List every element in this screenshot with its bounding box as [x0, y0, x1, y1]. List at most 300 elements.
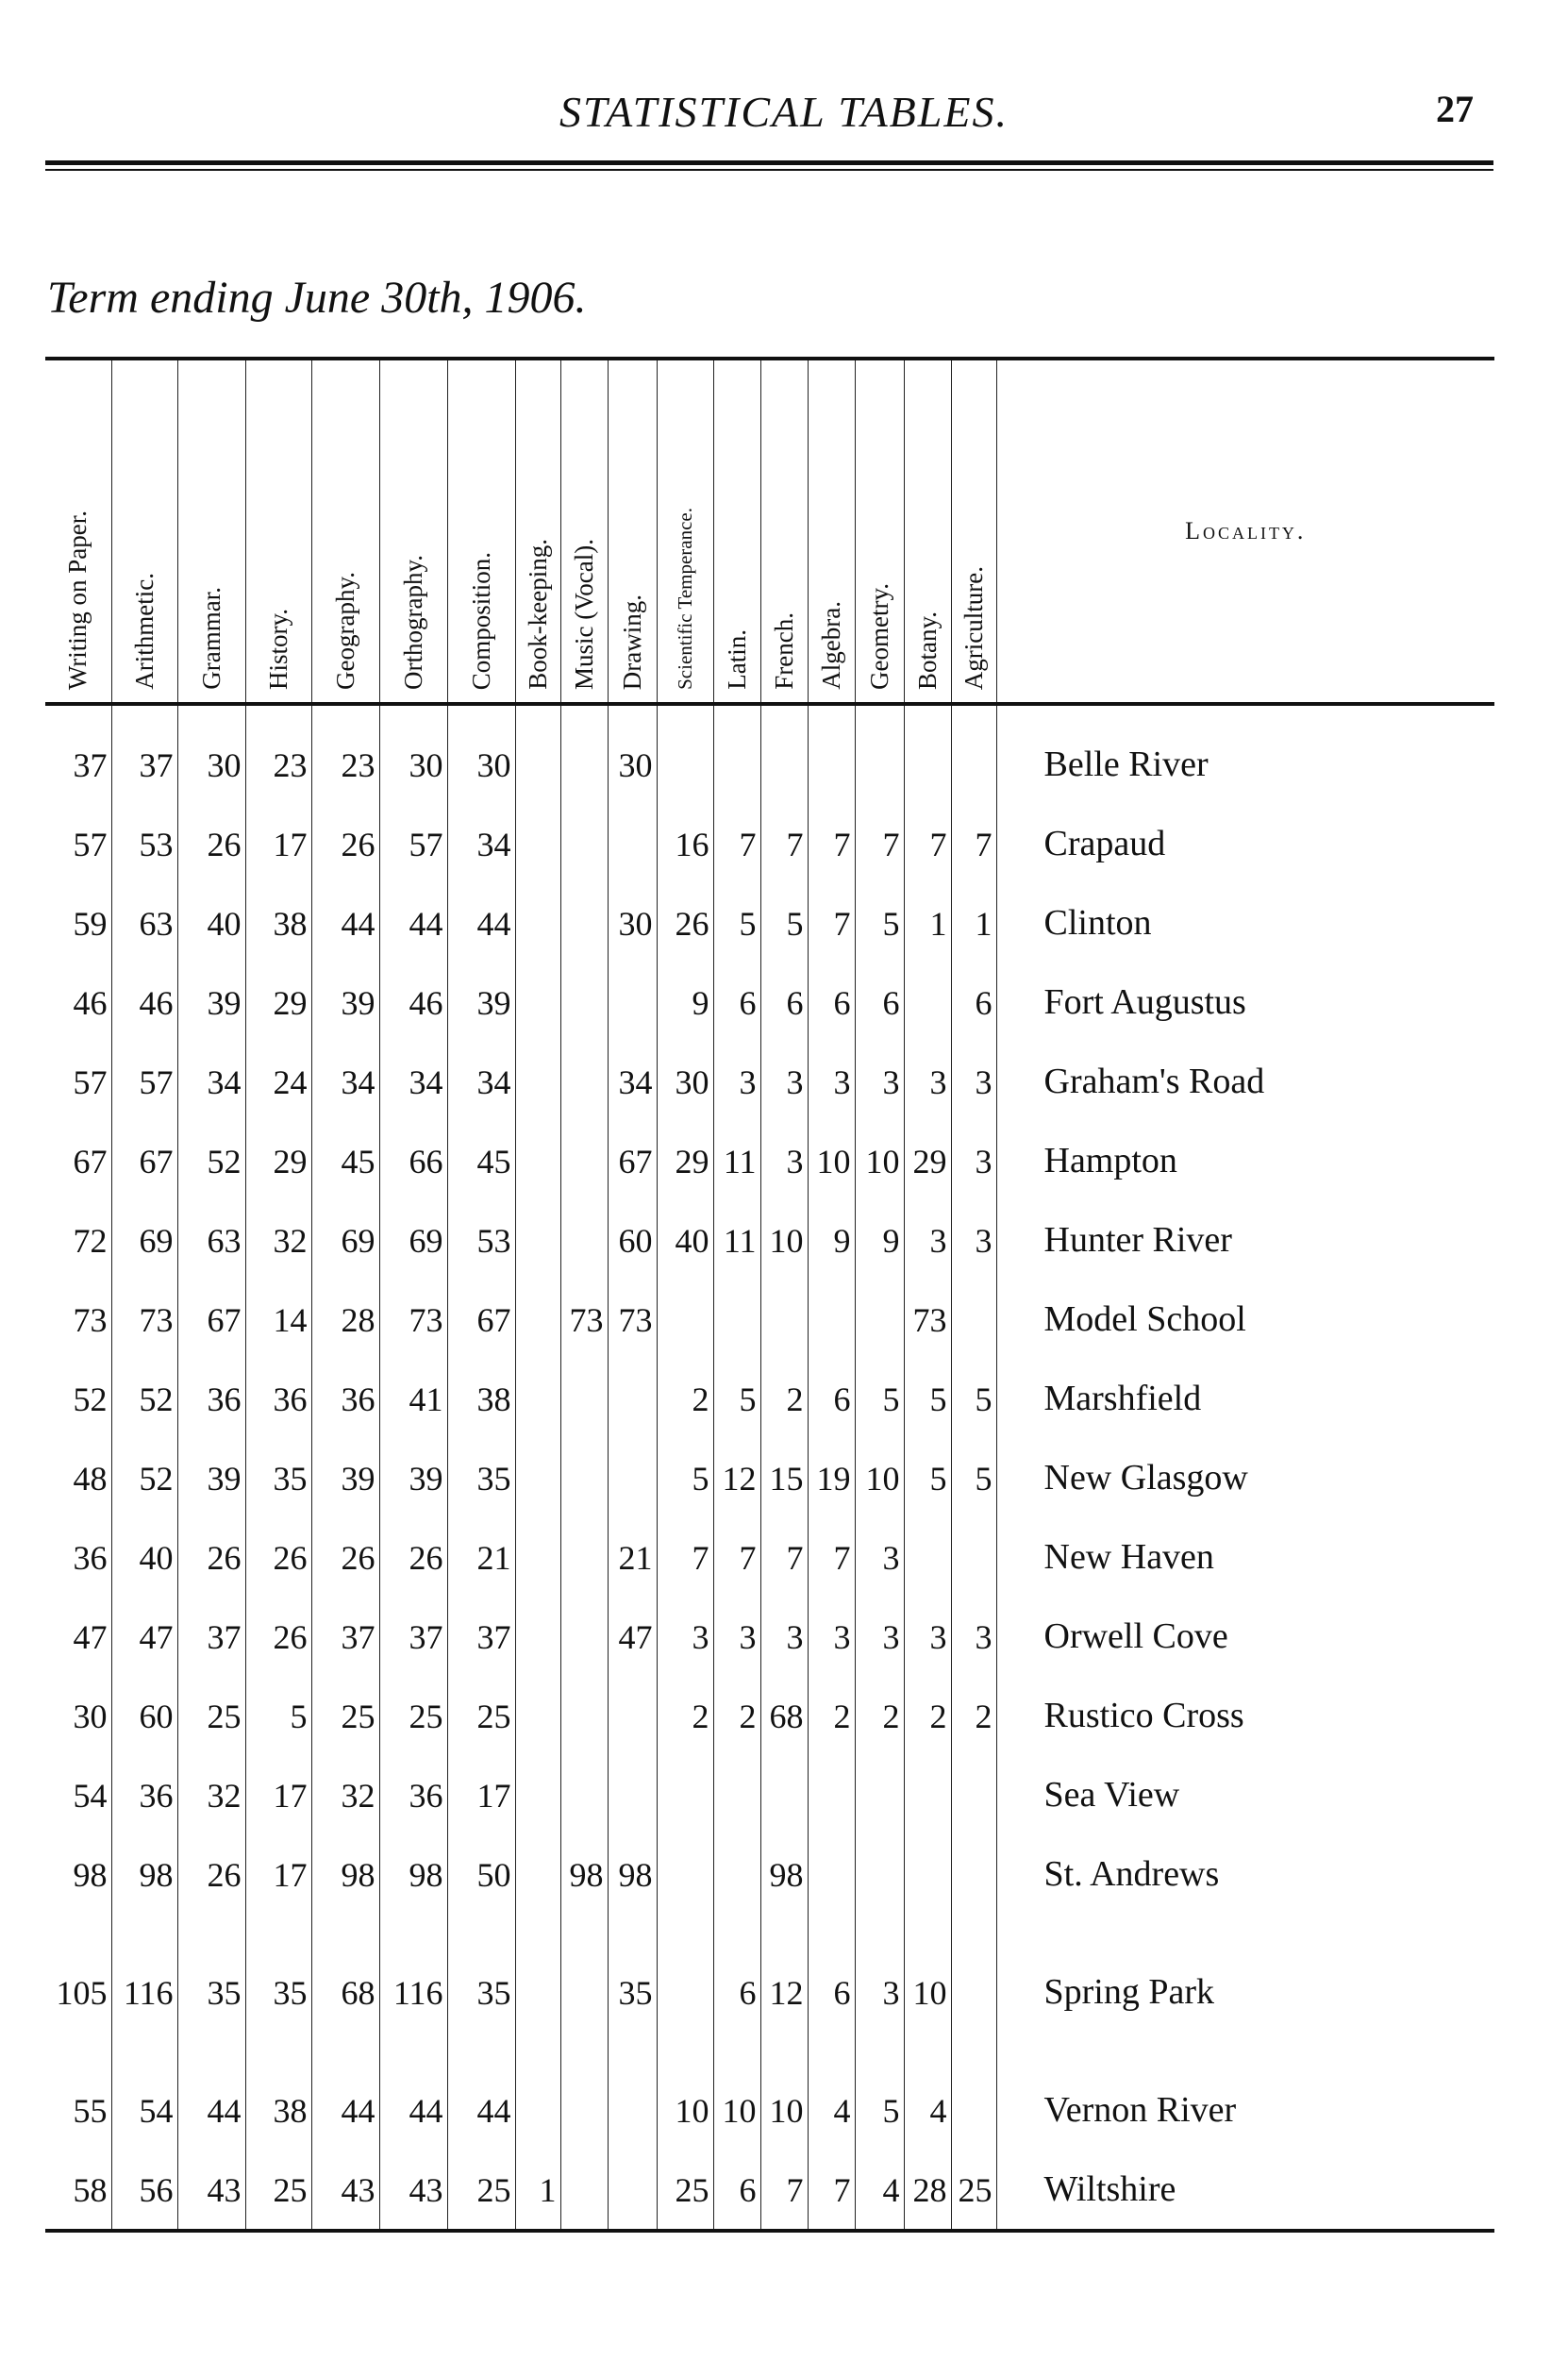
table-cell: 25: [245, 2131, 311, 2210]
table-cell: 4: [904, 2013, 951, 2131]
table-row: [45, 1023, 1494, 1102]
table-cell: 67: [111, 1102, 177, 1181]
table-cell: 7: [951, 785, 996, 864]
table-cell: 38: [447, 1340, 515, 1419]
column-header-6: [447, 359, 515, 704]
table-cell: 3: [951, 1181, 996, 1261]
table-cell: 6: [713, 944, 760, 1023]
spacer-cell: [447, 2210, 515, 2231]
table-cell: 1: [951, 864, 996, 944]
table-cell: 67: [73, 1143, 108, 1180]
table-cell: 98: [379, 1816, 447, 1895]
table-cell: [515, 1578, 560, 1657]
table-cell: 11: [713, 1181, 760, 1261]
table-cell: [515, 2013, 560, 2131]
table-cell: 3: [904, 1181, 951, 1261]
table-cell: [760, 1261, 808, 1340]
table-cell: 73: [904, 1261, 951, 1340]
table-cell: 43: [379, 2131, 447, 2210]
column-header-0: [45, 359, 111, 704]
table-cell: 7: [713, 785, 760, 864]
table-cell: [808, 1261, 855, 1340]
table-cell: [560, 1419, 608, 1498]
table-cell: 52: [111, 1419, 177, 1498]
table-row: [45, 1816, 1494, 1895]
table-cell: 3: [760, 1023, 808, 1102]
table-cell: 116: [111, 1895, 177, 2013]
table-cell: 10: [760, 2013, 808, 2131]
table-cell: 59: [73, 905, 108, 943]
spacer-cell: [45, 2210, 111, 2231]
table-cell: 26: [311, 785, 379, 864]
table-cell: 30: [447, 704, 515, 785]
table-row: [45, 2131, 1494, 2210]
table-cell: 48: [73, 1460, 108, 1498]
table-cell: [951, 2013, 996, 2131]
table-cell: 73: [379, 1261, 447, 1340]
table-cell: [515, 1498, 560, 1578]
table-cell: [951, 1816, 996, 1895]
table-cell: [904, 704, 951, 785]
table-cell: 2: [657, 1340, 713, 1419]
table-cell: 44: [379, 2013, 447, 2131]
column-header-14: [855, 359, 904, 704]
table-row: [45, 704, 1494, 785]
table-cell: 36: [245, 1340, 311, 1419]
table-cell: 6: [808, 1340, 855, 1419]
spacer-cell: [904, 2210, 951, 2231]
table-row: [45, 1261, 1494, 1340]
table-cell: 98: [560, 1816, 608, 1895]
table-cell: 10: [713, 2013, 760, 2131]
table-cell: 68: [760, 1657, 808, 1736]
table-cell: 26: [245, 1578, 311, 1657]
table-cell: 10: [904, 1895, 951, 2013]
table-cell: [515, 1419, 560, 1498]
table-cell: 30: [608, 864, 657, 944]
table-cell: 60: [111, 1657, 177, 1736]
table-cell: [808, 1816, 855, 1895]
table-cell: 73: [111, 1261, 177, 1340]
column-header-12: [760, 359, 808, 704]
table-cell: 5: [713, 1340, 760, 1419]
column-header-label: Grammar.: [196, 587, 225, 690]
column-header-2: [177, 359, 245, 704]
table-cell: [951, 704, 996, 785]
table-cell: 73: [608, 1261, 657, 1340]
table-row: [45, 2013, 1494, 2131]
table-cell: 25: [447, 1657, 515, 1736]
table-cell: 41: [379, 1340, 447, 1419]
spacer-cell: [311, 2210, 379, 2231]
column-header-label: Scientific Temperance.: [673, 508, 696, 690]
table-cell: 57: [111, 1023, 177, 1102]
table-cell: 6: [855, 944, 904, 1023]
locality-name: Spring Park: [996, 1895, 1494, 2013]
table-cell: [515, 944, 560, 1023]
statistics-table: [45, 357, 1494, 2233]
table-cell: 9: [808, 1181, 855, 1261]
column-header-1: [111, 359, 177, 704]
locality-name: Crapaud: [996, 785, 1494, 864]
table-cell: [608, 1419, 657, 1498]
table-cell: 67: [608, 1102, 657, 1181]
table-cell: [515, 704, 560, 785]
table-cell: 15: [760, 1419, 808, 1498]
table-cell: [515, 1657, 560, 1736]
locality-name: Graham's Road: [996, 1023, 1494, 1102]
table-cell: 44: [311, 864, 379, 944]
table-cell: 2: [713, 1657, 760, 1736]
table-cell: 30: [73, 1698, 108, 1735]
table-cell: 57: [73, 1063, 108, 1101]
column-header-11: [713, 359, 760, 704]
table-cell: 43: [311, 2131, 379, 2210]
column-header-10: [657, 359, 713, 704]
table-cell: [855, 1736, 904, 1816]
table-cell: 26: [177, 785, 245, 864]
table-cell: 69: [111, 1181, 177, 1261]
table-cell: 9: [855, 1181, 904, 1261]
table-cell: 34: [177, 1023, 245, 1102]
locality-name: Belle River: [996, 704, 1494, 785]
table-cell: 12: [760, 1895, 808, 2013]
table-cell: 7: [904, 785, 951, 864]
table-cell: 34: [379, 1023, 447, 1102]
table-cell: [515, 1816, 560, 1895]
table-cell: 17: [245, 1736, 311, 1816]
table-cell: 35: [245, 1419, 311, 1498]
table-cell: 72: [73, 1222, 108, 1260]
spacer-cell: [245, 2210, 311, 2231]
locality-name: Vernon River: [996, 2013, 1494, 2131]
table-cell: [515, 1736, 560, 1816]
table-cell: [657, 1816, 713, 1895]
table-cell: 25: [951, 2131, 996, 2210]
table-cell: 39: [177, 944, 245, 1023]
locality-name: Fort Augustus: [996, 944, 1494, 1023]
table-cell: [560, 1578, 608, 1657]
column-header-label: Writing on Paper.: [63, 510, 92, 690]
table-row: [45, 1340, 1494, 1419]
table-cell: 39: [311, 1419, 379, 1498]
table-cell: 36: [379, 1736, 447, 1816]
table-cell: 3: [951, 1023, 996, 1102]
table-cell: 37: [177, 1578, 245, 1657]
table-cell: 40: [657, 1181, 713, 1261]
table-cell: [657, 704, 713, 785]
table-cell: [760, 1736, 808, 1816]
table-cell: [560, 704, 608, 785]
table-cell: 3: [855, 1895, 904, 2013]
table-cell: 6: [713, 1895, 760, 2013]
table-cell: 73: [560, 1261, 608, 1340]
table-cell: 26: [177, 1498, 245, 1578]
table-cell: 40: [177, 864, 245, 944]
table-cell: [608, 2013, 657, 2131]
table-cell: 6: [808, 944, 855, 1023]
locality-name: Marshfield: [996, 1340, 1494, 1419]
table-cell: 3: [713, 1578, 760, 1657]
table-row: [45, 1736, 1494, 1816]
table-cell: [657, 1895, 713, 2013]
table-cell: 10: [760, 1181, 808, 1261]
table-cell: 3: [808, 1023, 855, 1102]
table-cell: [608, 2131, 657, 2210]
column-header-3: [245, 359, 311, 704]
column-header-label: History.: [263, 609, 292, 690]
table-cell: 44: [379, 864, 447, 944]
table-cell: [560, 944, 608, 1023]
table-cell: 25: [657, 2131, 713, 2210]
table-cell: 98: [73, 1856, 108, 1894]
column-header-5: [379, 359, 447, 704]
table-row: [45, 1578, 1494, 1657]
column-header-9: [608, 359, 657, 704]
table-cell: 46: [379, 944, 447, 1023]
table-cell: 3: [855, 1023, 904, 1102]
locality-name: Hampton: [996, 1102, 1494, 1181]
table-cell: 43: [177, 2131, 245, 2210]
table-cell: [713, 1261, 760, 1340]
table-cell: [713, 1816, 760, 1895]
table-cell: 5: [855, 2013, 904, 2131]
table-cell: 58: [73, 2171, 108, 2209]
table-cell: 54: [73, 1777, 108, 1815]
table-cell: 9: [657, 944, 713, 1023]
spacer-cell: [608, 2210, 657, 2231]
table-cell: 116: [379, 1895, 447, 2013]
table-cell: 7: [657, 1498, 713, 1578]
table-cell: 73: [73, 1301, 108, 1339]
table-cell: 1: [515, 2131, 560, 2210]
table-cell: 105: [56, 1974, 108, 2012]
column-header-15: [904, 359, 951, 704]
table-cell: 3: [855, 1498, 904, 1578]
table-cell: 3: [713, 1023, 760, 1102]
spacer-cell: [515, 2210, 560, 2231]
table-row: [45, 1102, 1494, 1181]
table-cell: [608, 1657, 657, 1736]
table-cell: 34: [608, 1023, 657, 1102]
table-cell: 10: [855, 1102, 904, 1181]
table-cell: [713, 1736, 760, 1816]
table-cell: 63: [177, 1181, 245, 1261]
table-row: [45, 1419, 1494, 1498]
table-cell: 29: [245, 1102, 311, 1181]
table-cell: 17: [245, 785, 311, 864]
locality-name: Clinton: [996, 864, 1494, 944]
page-number: 27: [1436, 88, 1474, 130]
table-cell: 21: [447, 1498, 515, 1578]
table-cell: 2: [904, 1657, 951, 1736]
spacer-cell: [951, 2210, 996, 2231]
column-header-label: Book-keeping.: [523, 539, 552, 690]
spacer-cell: [379, 2210, 447, 2231]
table-cell: 30: [177, 704, 245, 785]
table-cell: 36: [177, 1340, 245, 1419]
table-cell: 39: [177, 1419, 245, 1498]
table-cell: 30: [657, 1023, 713, 1102]
column-header-label: Orthography.: [398, 555, 427, 690]
table-cell: 56: [111, 2131, 177, 2210]
table-cell: [560, 864, 608, 944]
table-cell: 3: [855, 1578, 904, 1657]
table-cell: 4: [855, 2131, 904, 2210]
table-cell: 6: [713, 2131, 760, 2210]
table-cell: 34: [447, 1023, 515, 1102]
table-cell: [951, 1736, 996, 1816]
table-cell: [608, 1340, 657, 1419]
table-cell: 7: [808, 864, 855, 944]
table-cell: 10: [855, 1419, 904, 1498]
spacer-cell: [713, 2210, 760, 2231]
table-cell: [657, 1736, 713, 1816]
table-cell: 12: [713, 1419, 760, 1498]
table-cell: [560, 1340, 608, 1419]
column-header-label: Latin.: [722, 629, 751, 690]
table-cell: 23: [245, 704, 311, 785]
table-cell: [515, 1340, 560, 1419]
table-cell: [560, 1657, 608, 1736]
column-header-label: Geography.: [330, 572, 359, 690]
table-cell: 45: [311, 1102, 379, 1181]
table-cell: 5: [855, 1340, 904, 1419]
table-cell: [808, 704, 855, 785]
table-row: [45, 1895, 1494, 2013]
table-cell: 7: [760, 785, 808, 864]
table-cell: 57: [73, 826, 108, 863]
table-cell: 3: [904, 1023, 951, 1102]
column-header-label: Botany.: [912, 611, 942, 690]
table-cell: 44: [177, 2013, 245, 2131]
table-cell: 26: [657, 864, 713, 944]
table-cell: 37: [311, 1578, 379, 1657]
locality-name: Sea View: [996, 1736, 1494, 1816]
table-cell: 23: [311, 704, 379, 785]
table-cell: [713, 704, 760, 785]
table-cell: 2: [855, 1657, 904, 1736]
table-cell: [560, 1736, 608, 1816]
term-caption: Term ending June 30th, 1906.: [47, 273, 587, 323]
table-cell: 50: [447, 1816, 515, 1895]
table-cell: 16: [657, 785, 713, 864]
table-row: [45, 944, 1494, 1023]
table-cell: [560, 785, 608, 864]
locality-name: Hunter River: [996, 1181, 1494, 1261]
table-cell: 98: [111, 1816, 177, 1895]
table-cell: 44: [311, 2013, 379, 2131]
table-row: [45, 864, 1494, 944]
table-cell: 36: [73, 1539, 108, 1577]
table-cell: 26: [311, 1498, 379, 1578]
table-cell: 32: [177, 1736, 245, 1816]
table-cell: 46: [111, 944, 177, 1023]
table-cell: 7: [760, 2131, 808, 2210]
spacer-cell: [996, 2210, 1494, 2231]
table-cell: 19: [808, 1419, 855, 1498]
table-cell: [760, 704, 808, 785]
table-cell: 7: [808, 2131, 855, 2210]
table-cell: [560, 1102, 608, 1181]
table-cell: 54: [111, 2013, 177, 2131]
table-row: [45, 1498, 1494, 1578]
table-cell: 2: [657, 1657, 713, 1736]
table-cell: 52: [111, 1340, 177, 1419]
table-cell: 5: [760, 864, 808, 944]
table-cell: [951, 1895, 996, 2013]
table-cell: 2: [951, 1657, 996, 1736]
table-cell: 34: [311, 1023, 379, 1102]
table-cell: 47: [608, 1578, 657, 1657]
spacer-cell: [177, 2210, 245, 2231]
table-cell: 30: [608, 704, 657, 785]
table-cell: 45: [447, 1102, 515, 1181]
table-cell: 17: [245, 1816, 311, 1895]
table-cell: 21: [608, 1498, 657, 1578]
locality-name: Rustico Cross: [996, 1657, 1494, 1736]
table-cell: 46: [73, 984, 108, 1022]
table-cell: [951, 1498, 996, 1578]
table-cell: 36: [311, 1340, 379, 1419]
table-cell: 6: [951, 944, 996, 1023]
table-cell: 60: [608, 1181, 657, 1261]
table-cell: 3: [951, 1102, 996, 1181]
table-cell: 5: [904, 1419, 951, 1498]
locality-name: St. Andrews: [996, 1816, 1494, 1895]
table-cell: 14: [245, 1261, 311, 1340]
table-cell: 7: [855, 785, 904, 864]
table-cell: 37: [73, 746, 108, 784]
table-cell: 26: [379, 1498, 447, 1578]
table-row: [45, 1181, 1494, 1261]
table-cell: 52: [73, 1381, 108, 1418]
table-cell: [560, 1023, 608, 1102]
locality-name: Model School: [996, 1261, 1494, 1340]
spacer-cell: [855, 2210, 904, 2231]
table-cell: 17: [447, 1736, 515, 1816]
table-cell: 7: [808, 785, 855, 864]
table-cell: 5: [951, 1419, 996, 1498]
table-cell: 44: [447, 864, 515, 944]
page-header-title: STATISTICAL TABLES.: [559, 88, 1009, 136]
table-cell: 5: [657, 1419, 713, 1498]
table-cell: 26: [245, 1498, 311, 1578]
table-cell: 68: [311, 1895, 379, 2013]
table-cell: 10: [808, 1102, 855, 1181]
table-cell: 35: [177, 1895, 245, 2013]
column-header-4: [311, 359, 379, 704]
header-rule-thin: [45, 169, 1493, 171]
spacer-cell: [657, 2210, 713, 2231]
table-cell: [855, 1261, 904, 1340]
column-header-label: Algebra.: [816, 601, 845, 690]
table-cell: [560, 1498, 608, 1578]
table-cell: [608, 1736, 657, 1816]
table-cell: 47: [111, 1578, 177, 1657]
table-cell: [515, 1023, 560, 1102]
locality-name: New Glasgow: [996, 1419, 1494, 1498]
table-cell: 69: [311, 1181, 379, 1261]
table-cell: 10: [657, 2013, 713, 2131]
table-cell: 7: [760, 1498, 808, 1578]
table-cell: 3: [657, 1578, 713, 1657]
table-cell: 5: [904, 1340, 951, 1419]
table-cell: 3: [760, 1578, 808, 1657]
column-header-label: Arithmetic.: [129, 573, 158, 690]
column-header-label: Geometry.: [864, 583, 893, 690]
table-cell: 36: [111, 1736, 177, 1816]
